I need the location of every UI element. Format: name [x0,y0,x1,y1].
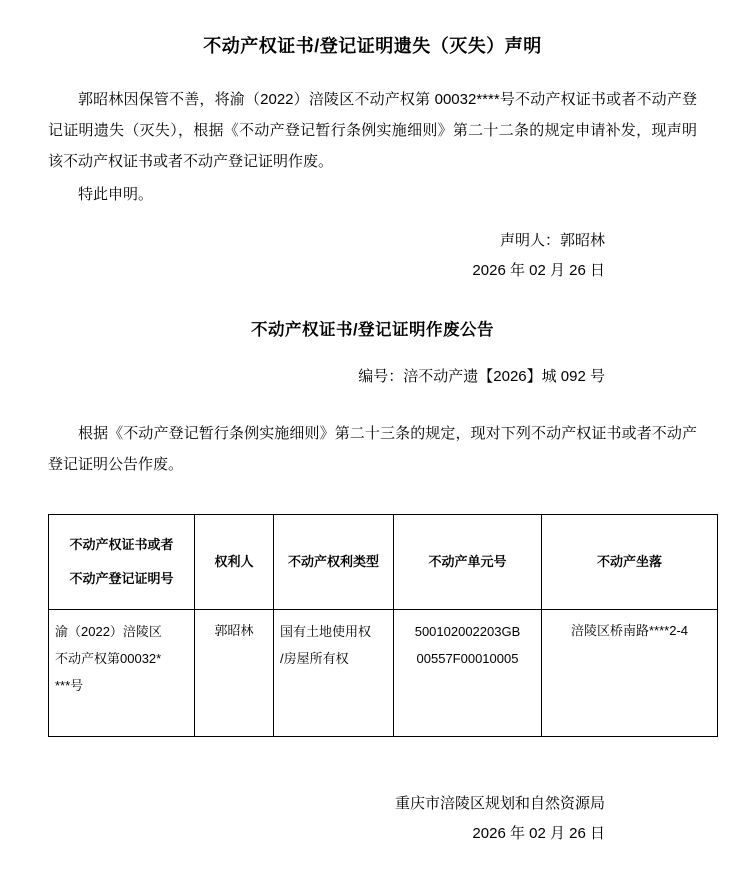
cell-right-type-line2: /房屋所有权 [280,651,349,666]
declaration-paragraph-1: 郭昭林因保管不善，将渝（2022）涪陵区不动产权第 00032****号不动产权证书或者不动产登记证明遗失（灭失），根据《不动产登记暂行条例实施细则》第二十二条的规定申请补发，现声明该不动产权证书或者不动产登记证明作废。 [48,91,697,170]
cell-cert-no [49,610,195,737]
cell-cert-no-line1: 渝（2022）涪陵区 [55,624,162,639]
cell-location: 涪陵区桥南路****2-4 [542,610,718,737]
notice-code: 编号：涪不动产遗【2026】城 092 号 [358,368,605,385]
declarant-date: 2026 年 02 月 26 日 [472,262,605,279]
cell-owner: 郭昭林 [195,610,274,737]
cell-unit-no [394,610,542,737]
cell-unit-no-line2: 00557F00010005 [416,651,519,666]
table-header-unit-no: 不动产单元号 [394,515,542,610]
notice-table [48,514,718,737]
declarant-name: 声明人：郭昭林 [499,232,605,249]
table-row [49,610,718,737]
cell-right-type [274,610,394,737]
table-header-cert-no-line1: 不动产权证书或者 [69,537,174,552]
page-title: 不动产权证书/登记证明遗失（灭失）声明 [203,36,542,56]
issue-date: 2026 年 02 月 26 日 [472,825,605,842]
notice-footer-block [48,789,697,849]
table-header-owner: 权利人 [195,515,274,610]
table-header-location: 不动产坐落 [542,515,718,610]
cell-right-type-line1: 国有土地使用权 [280,624,372,639]
notice-title: 不动产权证书/登记证明作废公告 [250,321,495,339]
cell-cert-no-line3: ***号 [55,678,84,693]
table-header-row [49,515,718,610]
table-header-right-type: 不动产权利类型 [274,515,394,610]
issuer-name: 重庆市涪陵区规划和自然资源局 [394,795,605,812]
notice-paragraph: 根据《不动产登记暂行条例实施细则》第二十三条的规定，现对下列不动产权证书或者不动产登记证明公告作废。 [48,425,697,473]
declaration-signature-block [48,226,697,286]
table-header-cert-no-line2: 不动产登记证明号 [69,571,174,586]
declaration-paragraph-2: 特此申明。 [78,186,154,203]
cell-unit-no-line1: 500102002203GB [414,624,521,639]
table-header-cert-no [49,515,195,610]
cell-cert-no-line2: 不动产权第00032* [55,651,162,666]
